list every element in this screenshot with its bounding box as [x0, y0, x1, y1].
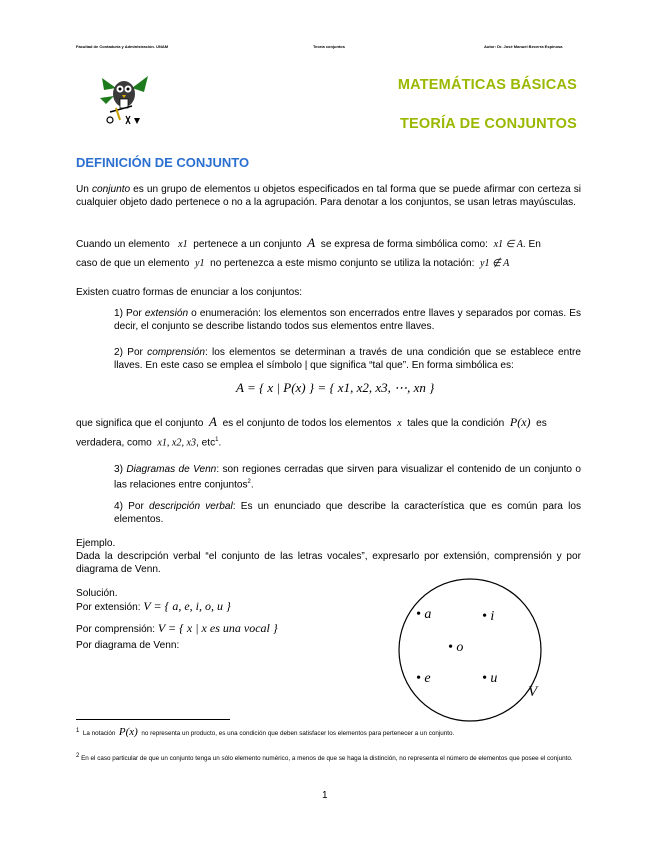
- solution-heading: Solución.: [76, 588, 118, 599]
- example-statement: Dada la descripción verbal “el conjunto de las letras vocales”, expresarlo por extensión, comprensión y por diagrama de Venn.: [76, 551, 581, 575]
- item-extension: 1) Por extensión o enumeración: los elementos son encerrados entre llaves y separados por comas. Es decir, el conjunto se describe listando todos sus elementos entre llaves.: [114, 308, 581, 332]
- page-number: 1: [322, 790, 328, 801]
- membership-line-1: Cuando un elemento x1 pertenece a un conjunto A se expresa de forma simbólica como: x1 ∈ A. En: [76, 235, 541, 250]
- document-subtitle: TEORÍA DE CONJUNTOS: [399, 116, 577, 132]
- venn-circle: [399, 579, 541, 721]
- forms-intro: Existen cuatro formas de enunciar a los conjuntos:: [76, 287, 303, 298]
- item-verbal: 4) Por descripción verbal: Es un enunciado que describe la característica que es común para los elementos.: [114, 501, 581, 525]
- formula-explanation-line-2: verdadera, como x1, x2, x3, etc$^1$.: [76, 437, 222, 449]
- header-left: Facultad de Contaduría y Administración. UNAM: [76, 44, 169, 49]
- solution-extension: Por extensión: V = { a, e, i, o, u }: [76, 599, 231, 613]
- item-venn: 3) Diagramas de Venn: son regiones cerradas que sirven para visualizar el contenido de un conjunto o las relaciones entre conjuntos$^2$.: [114, 464, 582, 491]
- header-right: Autor: Dr. José Manuel Becerra Espinosa: [484, 44, 563, 49]
- example-heading: Ejemplo.: [76, 538, 116, 549]
- formula-explanation-line-1: que significa que el conjunto A es el conjunto de todos los elementos x tales que la condición P(x) es: [76, 414, 547, 429]
- section-heading: DEFINICIÓN DE CONJUNTO: [76, 155, 250, 170]
- venn-element-o: • o: [448, 640, 464, 655]
- venn-element-u: • u: [482, 671, 498, 686]
- footnote-2: $^2$ En el caso particular de que un conjunto tenga un sólo elemento numérico, a menos de que se haga la distinción, no representa el número de elementos que posee el conjunto.: [76, 753, 573, 763]
- membership-line-2: caso de que un elemento y1 no pertenezca a este mismo conjunto se utiliza la notación: y1 ∉ A: [76, 258, 510, 269]
- footnote-divider: [76, 719, 230, 720]
- set-builder-formula: A = { x | P(x) } = { x1, x2, x3, ⋯, xn }: [236, 380, 435, 395]
- footnote-1: $^1$ La notación P(x) no representa un producto, es una condición que deben satisfacer los elementos para pertenecer a un conjunto.: [76, 726, 455, 739]
- venn-set-label: V: [528, 684, 538, 700]
- owl-logo-icon: [96, 68, 152, 130]
- venn-element-i: • i: [482, 609, 495, 624]
- solution-comprehension: Por comprensión: V = { x | x es una vocal }: [76, 621, 278, 635]
- venn-element-a: • a: [416, 607, 432, 622]
- solution-venn: Por diagrama de Venn:: [76, 640, 180, 651]
- definition-paragraph: Un conjunto es un grupo de elementos u objetos especificados en tal forma que se puede afirmar con certeza si cualquier objeto dado pertenece o no a la agrupación. Para denotar a los conjuntos, se usan letras mayúsculas.: [76, 184, 581, 208]
- item-comprehension: 2) Por comprensión: los elementos se determinan a través de una condición que se establece entre llaves. En este caso se emplea el símbolo | que significa “tal que”. En forma simbólica es:: [114, 347, 581, 371]
- document-title: MATEMÁTICAS BÁSICAS: [397, 77, 577, 93]
- venn-element-e: • e: [416, 671, 431, 686]
- faculty-logo: [96, 68, 152, 130]
- header-center: Teoría conjuntos: [313, 44, 345, 49]
- venn-diagram: [395, 575, 545, 725]
